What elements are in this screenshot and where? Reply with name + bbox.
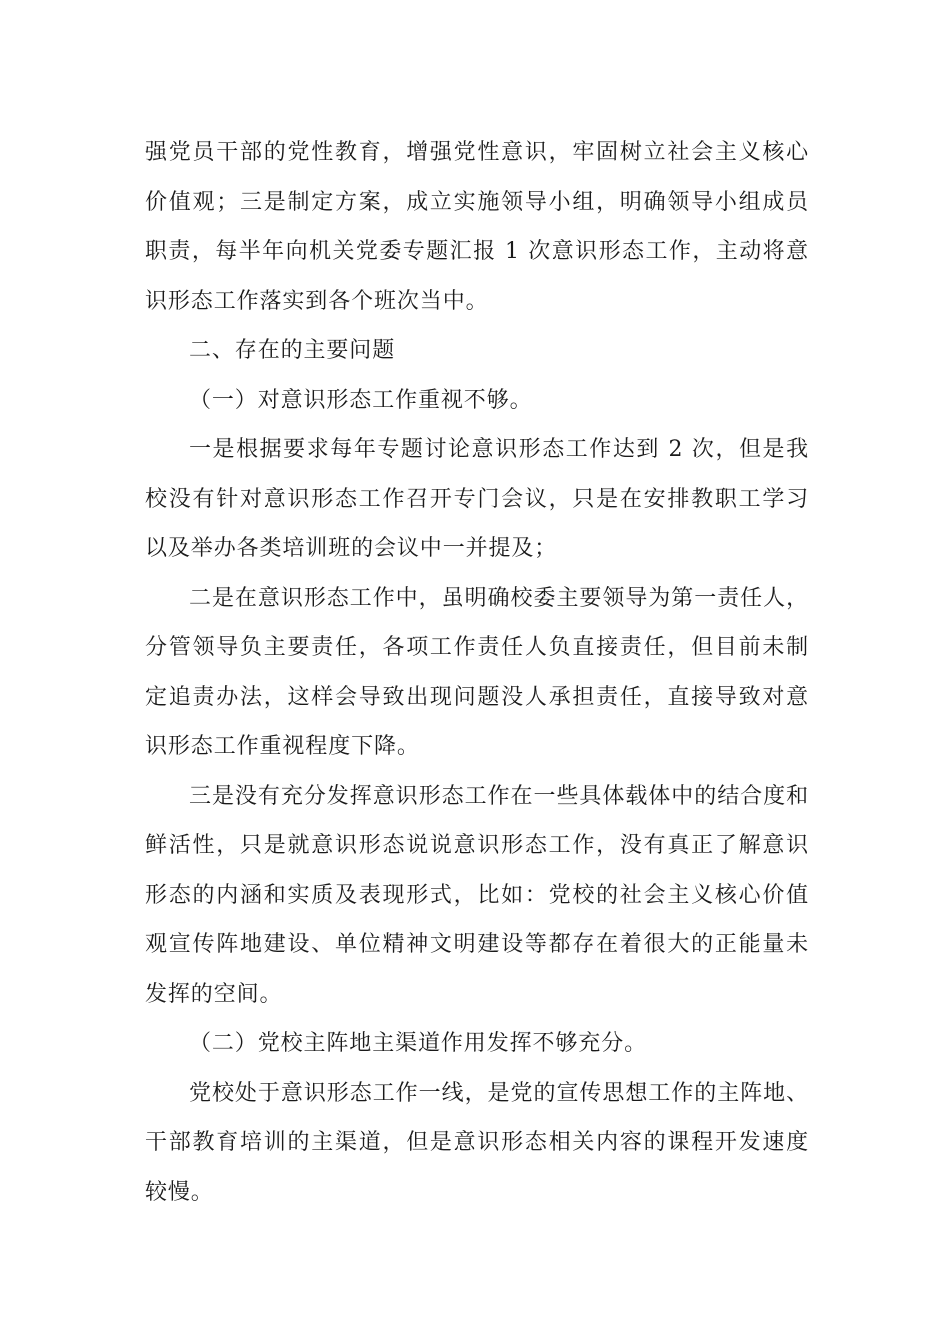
subsection-heading-1: （一）对意识形态工作重视不够。: [189, 387, 533, 413]
document-body: [145, 128, 809, 1217]
section-heading-problems: 二、存在的主要问题: [189, 338, 396, 363]
paragraph-point-3: 三是没有充分发挥意识形态工作在一些具体载体中的结合度和鲜活性，只是就意识形态说说意识形态工作，没有真正了解意识形态的内涵和实质及表现形式，比如：党校的社会主义核心价值观宣传阵地建设、单位精神文明建设等都存在着很大的正能量未发挥的空间。: [145, 783, 809, 1007]
paragraph-party-school: 党校处于意识形态工作一线，是党的宣传思想工作的主阵地、干部教育培训的主渠道，但是意识形态相关内容的课程开发速度较慢。: [145, 1080, 809, 1205]
paragraph-point-2: 二是在意识形态工作中，虽明确校委主要领导为第一责任人，分管领导负主要责任，各项工作责任人负直接责任，但目前未制定追责办法，这样会导致出现问题没人承担责任，直接导致对意识形态工作重视程度下降。: [145, 585, 809, 759]
subsection-heading-2: （二）党校主阵地主渠道作用发挥不够充分。: [189, 1031, 648, 1056]
paragraph-continuation: 强党员干部的党性教育，增强党性意识，牢固树立社会主义核心价值观；三是制定方案，成立实施领导小组，明确领导小组成员职责，每半年向机关党委专题汇报 1 次意识形态工作，主动将意识形态工作落实到各个班次当中。: [145, 140, 809, 314]
paragraph-point-1: 一是根据要求每年专题讨论意识形态工作达到 2 次，但是我校没有针对意识形态工作召开专门会议，只是在安排教职工学习以及举办各类培训班的会议中一并提及；: [145, 437, 809, 561]
